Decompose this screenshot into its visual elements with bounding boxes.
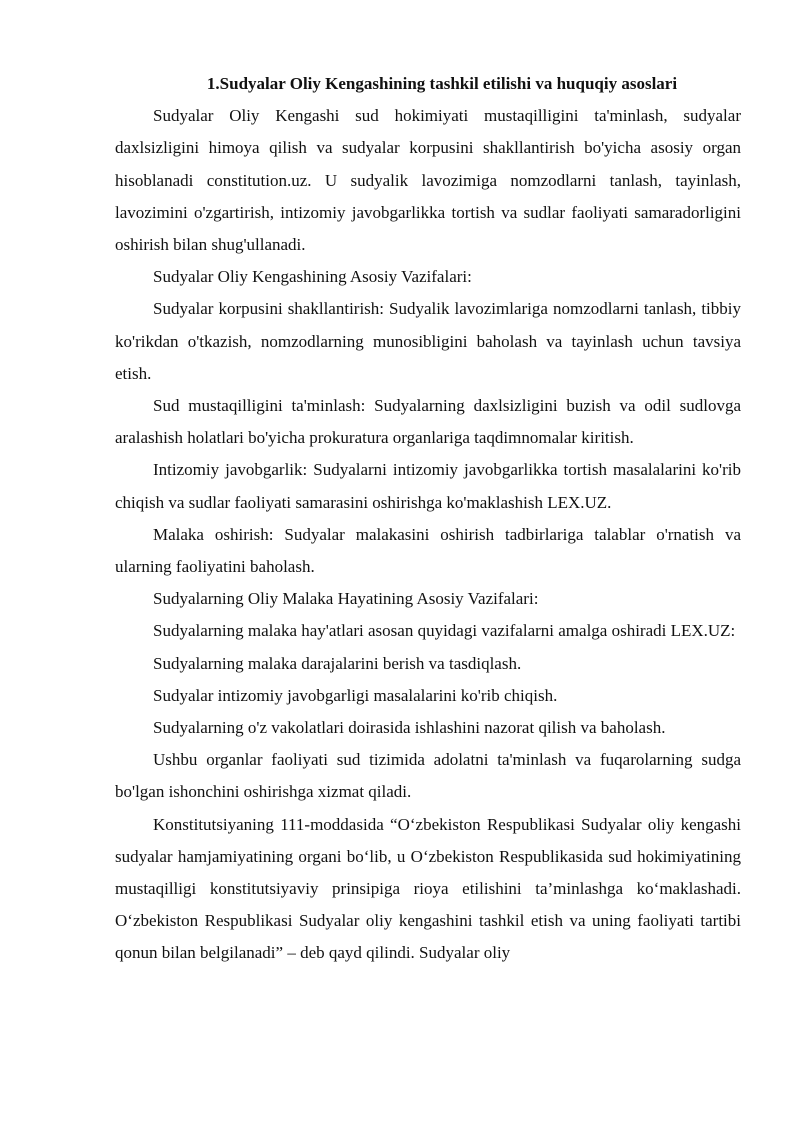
paragraph-disciplinary: Intizomiy javobgarlik: Sudyalarni intizomiy javobgarlikka tortish masalalarini ko'rib chiqish va sudlar faoliyati samarasini oshirishga ko'maklashish LEX.UZ. — [115, 460, 741, 512]
paragraph-corps-formation: Sudyalar korpusini shakllantirish: Sudyalik lavozimlariga nomzodlarni tanlash, tibbiy ko'rikdan o'tkazish, nomzodlarning munosibligini baholash va tayinlash uchun tavsiya etish. — [115, 299, 741, 383]
paragraph-qualification-improvement: Malaka oshirish: Sudyalar malakasini oshirish tadbirlariga talablar o'rnatish va ularning faoliyatini baholash. — [115, 524, 741, 577]
paragraph-constitution-article: Konstitutsiyaning 111-moddasida “O‘zbekiston Respublikasi Sudyalar oliy kengashi sudyalar hamjamiyatining organi bo‘lib, u O‘zbekiston Respublikasida sud hokimiyatining mustaqilligi konstitutsiyaviy prinsipiga rioya etilishini ta’minlashga ko‘maklashadi. O‘zbekiston Respublikasi Sudyalar oliy kengashini tashkil etish va uning faoliyati tartibi qonun bilan belgilanadi” – deb qayd qilindi. Sudyalar oliy — [115, 814, 741, 963]
paragraph-board-tasks-heading: Sudyalarning Oliy Malaka Hayatining Asosiy Vazifalari: — [153, 589, 539, 609]
document-body — [115, 68, 741, 970]
paragraph-independence: Sud mustaqilligini ta'minlash: Sudyalarning daxlsizligini buzish va odil sudlovga aralashish holatlari bo'yicha prokuratura organlariga taqdimnomalar kiritish. — [115, 396, 741, 448]
paragraph-intro: Sudyalar Oliy Kengashi sud hokimiyati mustaqilligini ta'minlash, sudyalar daxlsizligini himoya qilish va sudyalar korpusini shakllantirish bo'yicha asosiy organ hisoblanadi constitution.uz. U sudyalik lavozimiga nomzodlarni tanlash, tayinlash, lavozimini o'zgartirish, intizomiy javobgarlikka tortish va sudlar faoliyati samaradorligini oshirish bilan shug'ullanadi. — [115, 106, 741, 255]
paragraph-board-tasks-intro: Sudyalarning malaka hay'atlari asosan quyidagi vazifalarni amalga oshiradi LEX.UZ: — [153, 621, 736, 641]
list-item-disciplinary-review: Sudyalar intizomiy javobgarligi masalalarini ko'rib chiqish. — [153, 685, 558, 705]
paragraph-conclusion: Ushbu organlar faoliyati sud tizimida adolatni ta'minlash va fuqarolarning sudga bo'lgan ishonchini oshirishga xizmat qiladi. — [115, 750, 741, 802]
list-item-qualification-levels: Sudyalarning malaka darajalarini berish va tasdiqlash. — [153, 653, 522, 673]
list-item-oversight: Sudyalarning o'z vakolatlari doirasida ishlashini nazorat qilish va baholash. — [153, 718, 666, 738]
section-title: 1.Sudyalar Oliy Kengashining tashkil etilishi va huquqiy asoslari — [206, 74, 678, 93]
paragraph-council-tasks-heading: Sudyalar Oliy Kengashining Asosiy Vazifalari: — [153, 267, 472, 287]
